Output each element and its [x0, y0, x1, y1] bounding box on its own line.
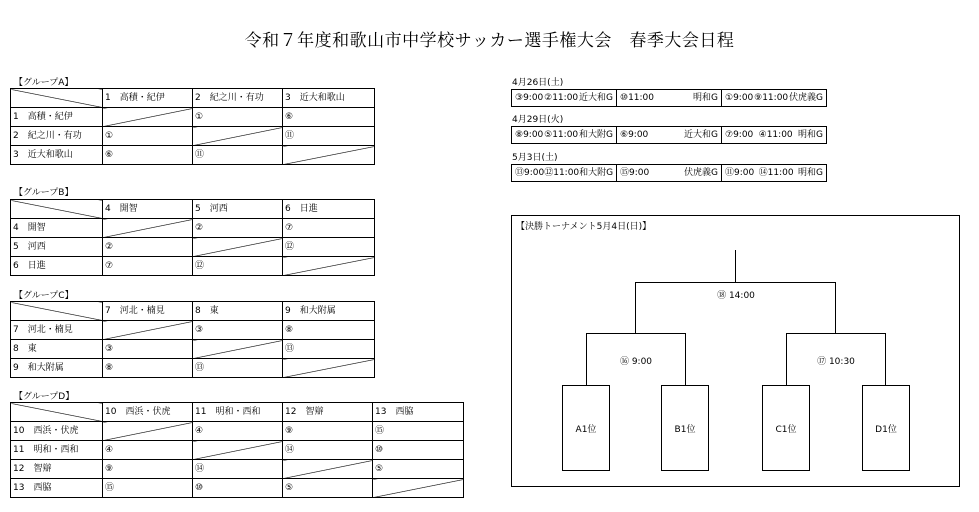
header-cell: 1 高積・紀伊: [103, 89, 193, 108]
match-cell: ⑭: [283, 441, 373, 460]
bracket-line: [685, 333, 686, 386]
match-cell: ②: [193, 219, 283, 238]
match-cell: ⑧: [103, 359, 193, 378]
match-cell: ⑩: [373, 441, 464, 460]
team-box-d1: D1位: [862, 385, 910, 471]
match-cell: ⑪: [193, 146, 283, 165]
bracket-line: [885, 333, 886, 386]
self-cell: [283, 460, 373, 479]
bracket-line: [635, 282, 836, 283]
slot-time: ⑧9:00: [515, 130, 544, 140]
corner-cell: [11, 302, 103, 321]
table-row: [11, 479, 464, 498]
row-header: 2 紀之川・有功: [11, 127, 103, 146]
slot-time: ⑬9:00: [515, 168, 545, 178]
self-cell: [373, 479, 464, 498]
header-cell: 7 河北・楠見: [103, 302, 193, 321]
bracket-line: [635, 282, 636, 334]
match-cell: ①: [193, 108, 283, 127]
corner-cell: [11, 200, 103, 219]
header-cell: 9 和大附属: [283, 302, 375, 321]
row-header: 9 和大附属: [11, 359, 103, 378]
header-cell: 5 河西: [193, 200, 283, 219]
semifinal-left-label: ⑯ 9:00: [619, 357, 653, 367]
header-cell: 3 近大和歌山: [283, 89, 375, 108]
header-cell: 2 紀之川・有功: [193, 89, 283, 108]
slot-time: ⑦9:00: [725, 130, 754, 140]
schedule-date: 4月29日(火): [512, 115, 564, 125]
row-header: 7 河北・楠見: [11, 321, 103, 340]
schedule-date: 5月3日(土): [512, 153, 558, 163]
row-header: 3 近大和歌山: [11, 146, 103, 165]
self-cell: [193, 127, 283, 146]
team-box-a1: A1位: [562, 385, 610, 471]
schedule-cell: [616, 89, 722, 107]
self-cell: [193, 238, 283, 257]
table-row: [11, 321, 375, 340]
group-c-label: 【グループC】: [14, 291, 74, 301]
slot-time: ⑮9:00: [620, 168, 650, 178]
table-row: [11, 200, 375, 219]
match-cell: ⑨: [103, 460, 193, 479]
slot-venue: 近大和G: [684, 130, 718, 140]
slot-match: ⑭11:00: [758, 168, 794, 178]
match-cell: ⑨: [283, 422, 373, 441]
team-box-c1: C1位: [762, 385, 810, 471]
match-cell: ③: [193, 321, 283, 340]
match-cell: ⑬: [193, 359, 283, 378]
slot-venue: 近大和G: [579, 93, 613, 103]
corner-cell: [11, 89, 103, 108]
schedule-cell: [511, 164, 617, 182]
slot-match: ⑨11:00: [754, 93, 789, 103]
slot-venue: 明和G: [798, 130, 823, 140]
header-cell: 8 東: [193, 302, 283, 321]
schedule-cell: [616, 164, 722, 182]
match-cell: ⑭: [193, 460, 283, 479]
table-row: [11, 302, 375, 321]
schedule-cell: [721, 126, 827, 144]
row-header: 6 日進: [11, 257, 103, 276]
group-c-table: [10, 301, 375, 378]
table-row: [11, 89, 375, 108]
match-cell: ④: [103, 441, 193, 460]
table-row: [11, 257, 375, 276]
self-cell: [283, 359, 375, 378]
slot-time: ⑥9:00: [620, 130, 649, 140]
schedule-cell: [721, 164, 827, 182]
schedule-cell: [616, 126, 722, 144]
table-row: [11, 441, 464, 460]
bracket-line: [735, 250, 736, 283]
self-cell: [103, 108, 193, 127]
match-cell: ⑥: [103, 146, 193, 165]
slot-time: ⑪9:00: [725, 168, 755, 178]
self-cell: [103, 219, 193, 238]
match-cell: ⑮: [373, 422, 464, 441]
slot-venue: 伏虎義G: [684, 168, 718, 178]
group-b-table: [10, 199, 375, 276]
header-cell: 4 開智: [103, 200, 193, 219]
self-cell: [193, 340, 283, 359]
row-header: 4 開智: [11, 219, 103, 238]
table-row: [11, 340, 375, 359]
schedule-date: 4月26日(土): [512, 78, 564, 88]
match-cell: ⑦: [283, 219, 375, 238]
schedule-row: [511, 89, 912, 107]
header-cell: 10 西浜・伏虎: [103, 403, 193, 422]
table-row: [11, 146, 375, 165]
slot-time: ③9:00: [515, 93, 544, 103]
slot-match: ④11:00: [758, 130, 793, 140]
slot-venue: 明和G: [693, 93, 718, 103]
match-cell: ⑦: [103, 257, 193, 276]
row-header: 11 明和・西和: [11, 441, 103, 460]
schedule-row: [511, 126, 912, 144]
slot-venue: 和大附G: [579, 130, 613, 140]
self-cell: [103, 422, 193, 441]
slot-match: ②11:00: [544, 93, 579, 103]
slot-match: ⑫11:00: [544, 168, 580, 178]
match-cell: ③: [103, 340, 193, 359]
slot-time: ⑩11:00: [620, 93, 655, 103]
match-cell: ⑮: [103, 479, 193, 498]
schedule-cell: [511, 89, 617, 107]
bracket-line: [835, 282, 836, 334]
bracket-line: [586, 333, 686, 334]
row-header: 10 西浜・伏虎: [11, 422, 103, 441]
group-b-label: 【グループB】: [14, 188, 74, 198]
group-a-label: 【グループA】: [14, 78, 74, 88]
slot-time: ①9:00: [725, 93, 754, 103]
schedule-cell: [721, 89, 827, 107]
group-d-label: 【グループD】: [14, 392, 75, 402]
match-cell: ①: [103, 127, 193, 146]
self-cell: [193, 441, 283, 460]
match-cell: ⑥: [283, 108, 375, 127]
self-cell: [103, 321, 193, 340]
row-header: 5 河西: [11, 238, 103, 257]
slot-venue: 伏虎義G: [789, 93, 823, 103]
slot-venue: 明和G: [798, 168, 823, 178]
table-row: [11, 108, 375, 127]
match-cell: ⑩: [193, 479, 283, 498]
table-row: [11, 238, 375, 257]
header-cell: 11 明和・西和: [193, 403, 283, 422]
row-header: 13 西脇: [11, 479, 103, 498]
self-cell: [283, 257, 375, 276]
group-d-table: [10, 402, 464, 498]
page-title: 令和７年度和歌山市中学校サッカー選手権大会 春季大会日程: [244, 31, 735, 51]
row-header: 1 高積・紀伊: [11, 108, 103, 127]
match-cell: ⑫: [193, 257, 283, 276]
self-cell: [283, 146, 375, 165]
bracket-line: [586, 333, 587, 386]
table-row: [11, 219, 375, 238]
semifinal-right-label: ⑰ 10:30: [817, 357, 855, 367]
team-box-b1: B1位: [661, 385, 709, 471]
match-cell: ⑪: [283, 127, 375, 146]
table-row: [11, 460, 464, 479]
slot-match: ⑤11:00: [544, 130, 579, 140]
tournament-label: 【決勝トーナメント5月4日(日)】: [516, 222, 652, 232]
match-cell: ④: [193, 422, 283, 441]
header-cell: 13 西脇: [373, 403, 464, 422]
table-row: [11, 403, 464, 422]
row-header: 12 智辯: [11, 460, 103, 479]
match-cell: ⑬: [283, 340, 375, 359]
schedule-cell: [511, 126, 617, 144]
table-row: [11, 359, 375, 378]
table-row: [11, 422, 464, 441]
match-cell: ⑫: [283, 238, 375, 257]
group-a-table: [10, 88, 375, 165]
match-cell: ②: [103, 238, 193, 257]
row-header: 8 東: [11, 340, 103, 359]
match-cell: ⑤: [373, 460, 464, 479]
bracket-line: [786, 333, 787, 386]
header-cell: 6 日進: [283, 200, 375, 219]
table-row: [11, 127, 375, 146]
corner-cell: [11, 403, 103, 422]
header-cell: 12 智辯: [283, 403, 373, 422]
match-cell: ⑧: [283, 321, 375, 340]
match-cell: ⑤: [283, 479, 373, 498]
final-match-label: ⑱ 14:00: [717, 291, 755, 301]
bracket-line: [786, 333, 886, 334]
slot-venue: 和大附G: [579, 168, 614, 178]
schedule-row: [511, 164, 912, 182]
